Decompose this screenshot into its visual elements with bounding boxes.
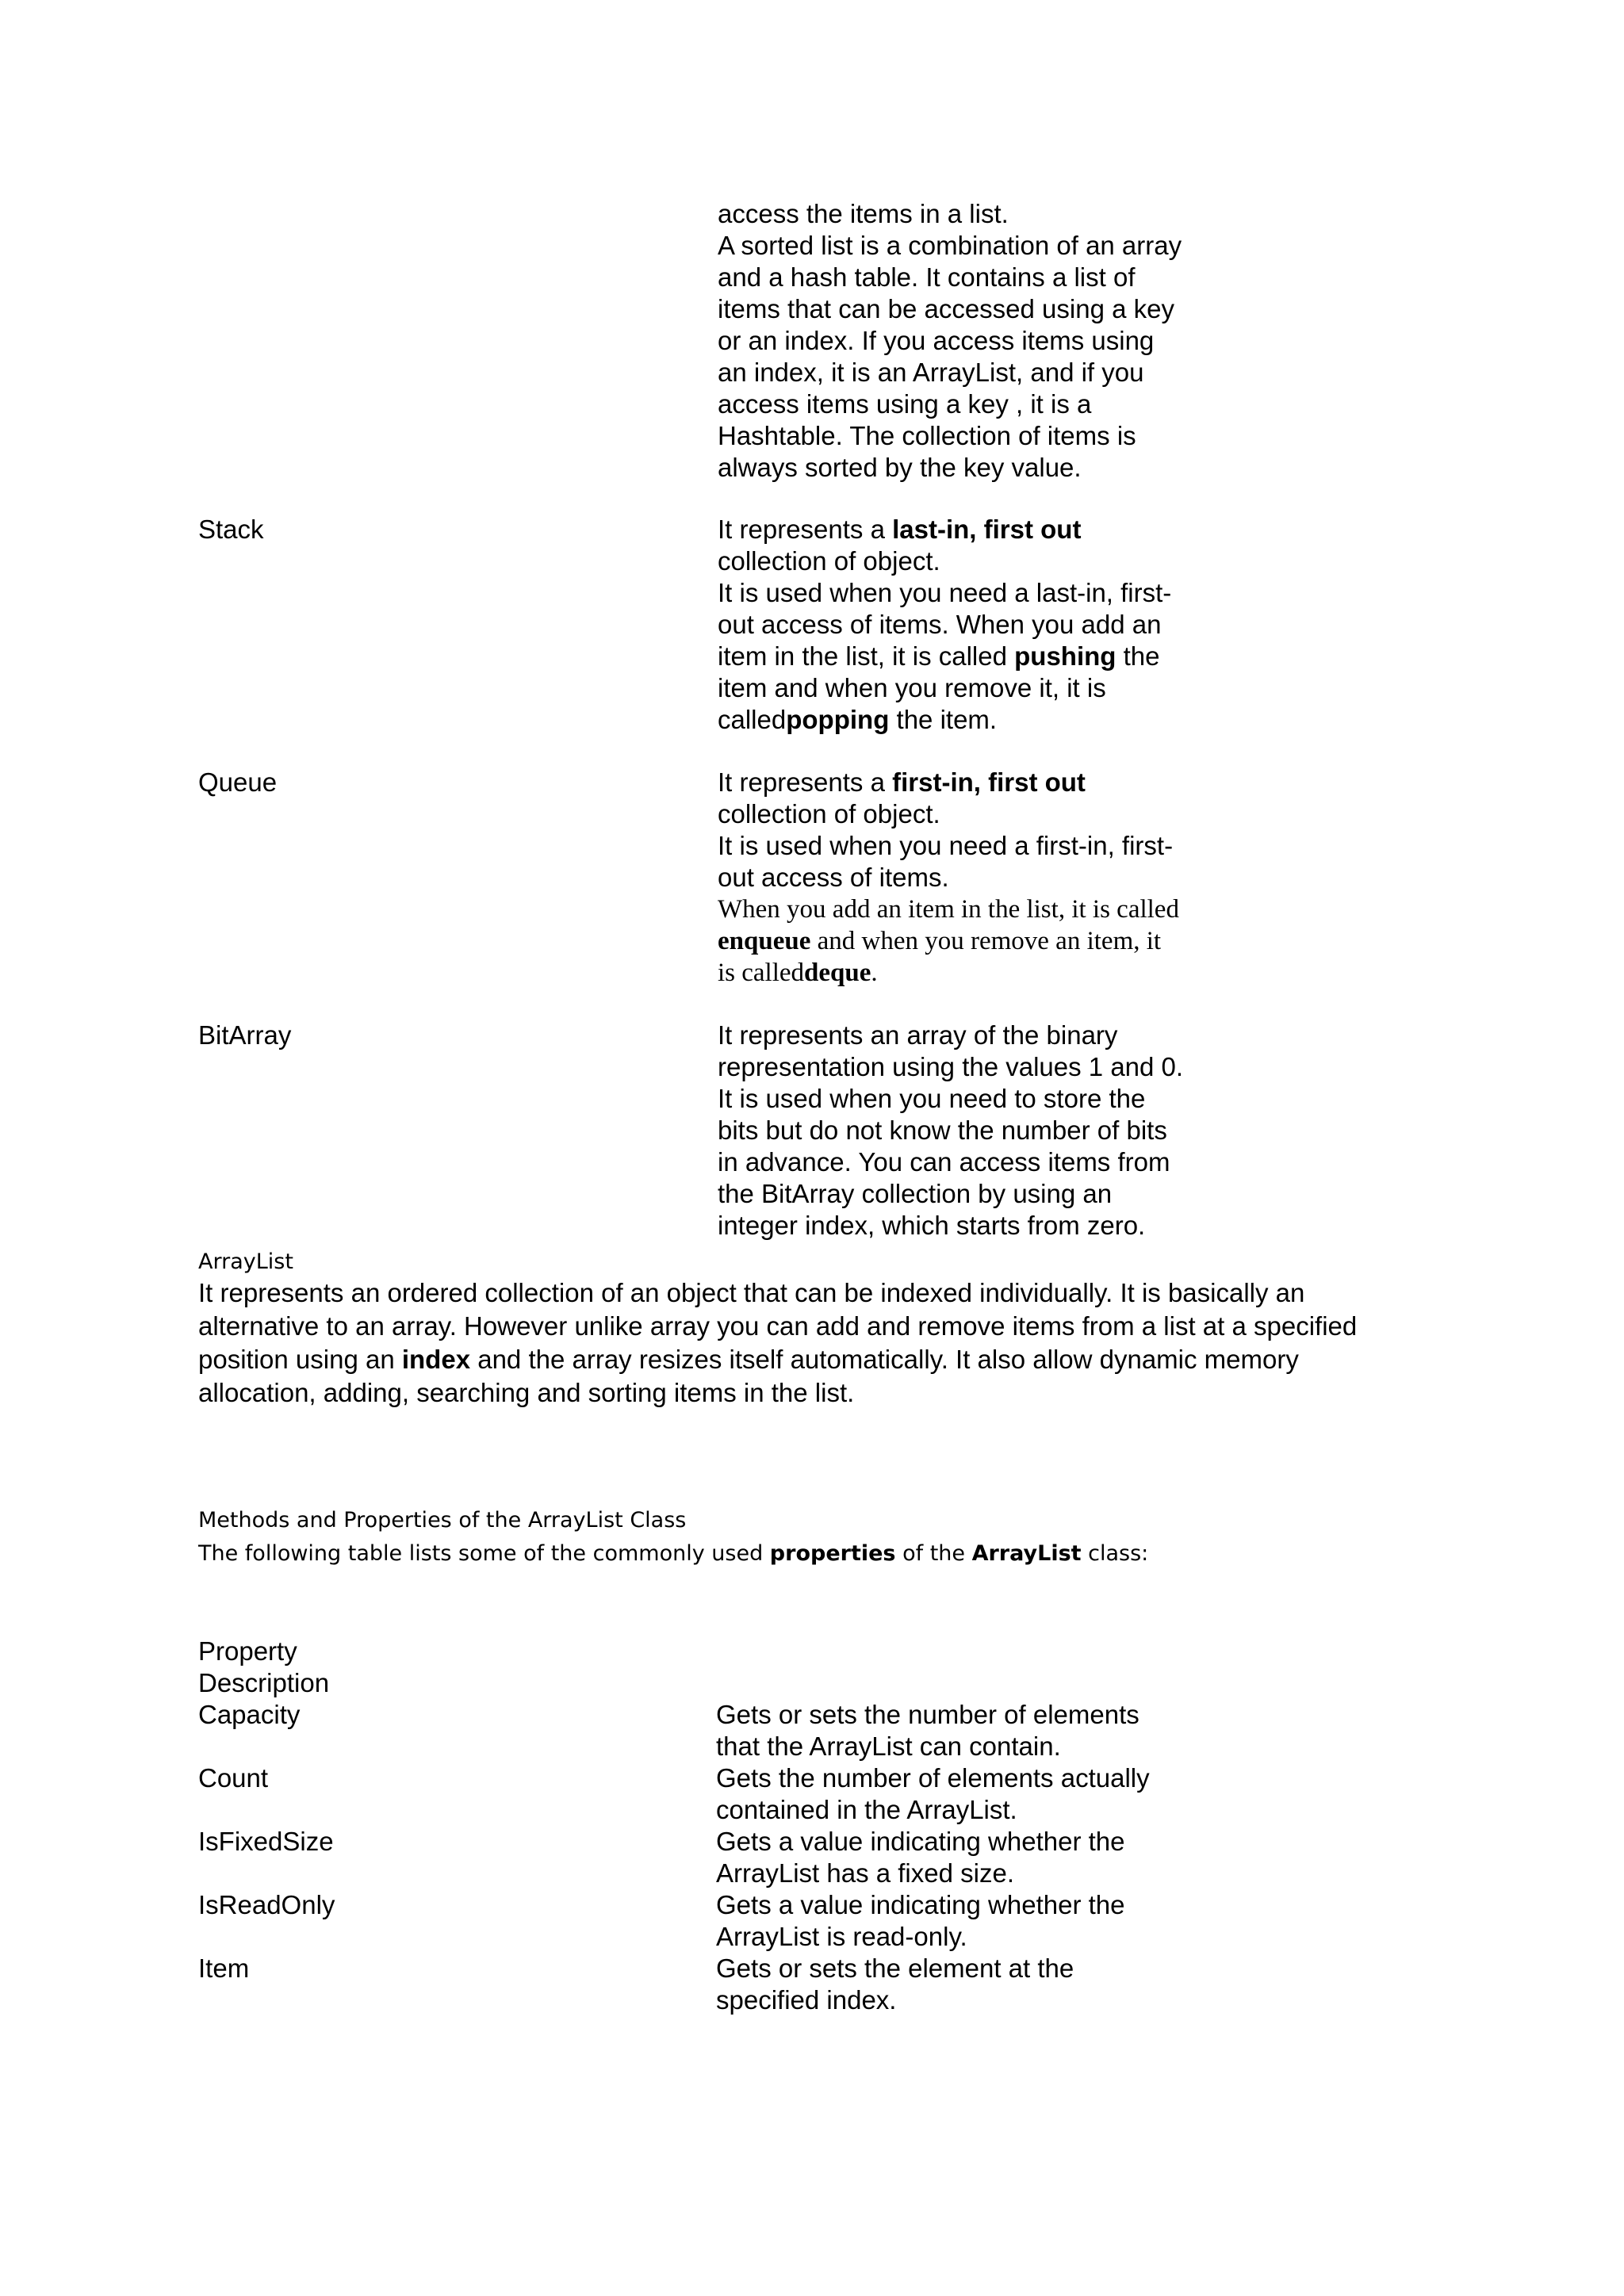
stack-line: It is used when you need a last-in, first- xyxy=(718,578,1172,607)
property-name: IsReadOnly xyxy=(198,1890,335,1919)
queue-text: is called xyxy=(718,959,805,987)
methods-intro xyxy=(198,1538,1148,1570)
stack-line: item and when you remove it, it is xyxy=(718,673,1106,702)
arraylist-text: position using an xyxy=(198,1345,402,1374)
queue-line: out access of items. xyxy=(718,863,949,892)
arraylist-line: allocation, adding, searching and sorting items in the list. xyxy=(198,1378,855,1407)
bitarray-line: in advance. You can access items from xyxy=(718,1147,1170,1177)
property-name: Capacity xyxy=(198,1700,301,1729)
enqueue-term: enqueue xyxy=(718,927,811,955)
queue-text: and when you remove an item, it xyxy=(810,927,1162,955)
queue-line: It is used when you need a first-in, first- xyxy=(718,831,1174,860)
queue-line xyxy=(718,925,1289,957)
property-desc-line: ArrayList is read-only. xyxy=(716,1922,967,1951)
sortedlist-line: or an index. If you access items using xyxy=(718,326,1155,355)
property-name: Count xyxy=(198,1763,269,1793)
intro-text: of the xyxy=(895,1541,972,1566)
sortedlist-line: and a hash table. It contains a list of xyxy=(718,262,1136,292)
bitarray-line: It represents an array of the binary xyxy=(718,1020,1118,1050)
sortedlist-description xyxy=(718,198,1289,484)
stack-text: item in the list, it is called xyxy=(718,641,1015,671)
sortedlist-line: Hashtable. The collection of items is xyxy=(718,421,1136,450)
bitarray-line: integer index, which starts from zero. xyxy=(718,1211,1146,1240)
stack-line xyxy=(718,514,1289,545)
intro-text: class: xyxy=(1081,1541,1149,1566)
property-description xyxy=(716,1889,1124,1953)
stack-label: Stack xyxy=(198,515,264,544)
stack-line: collection of object. xyxy=(718,546,940,576)
stack-text: It represents a xyxy=(718,515,893,544)
pushing-term: pushing xyxy=(1014,641,1116,671)
bitarray-line: It is used when you need to store the xyxy=(718,1084,1146,1113)
stack-line xyxy=(718,704,1289,736)
property-desc-line: specified index. xyxy=(716,1985,897,2015)
stack-line xyxy=(718,641,1289,672)
property-desc-line: Gets a value indicating whether the xyxy=(716,1890,1125,1919)
property-description xyxy=(716,1762,1150,1826)
table-header-property: Property xyxy=(198,1636,297,1666)
queue-line: collection of object. xyxy=(718,799,940,828)
arraylist-text: and the array resizes itself automatically. It also allow dynamic memory xyxy=(470,1345,1299,1374)
sortedlist-line: A sorted list is a combination of an array xyxy=(718,231,1182,260)
queue-line xyxy=(718,957,1289,989)
arraylist-line xyxy=(198,1343,1515,1376)
stack-text: the xyxy=(1116,641,1160,671)
property-desc-line: that the ArrayList can contain. xyxy=(716,1732,1061,1761)
intro-text: The following table lists some of the commonly used xyxy=(198,1541,770,1566)
bitarray-line: the BitArray collection by using an xyxy=(718,1179,1113,1208)
arraylist-term: ArrayList xyxy=(971,1541,1082,1566)
property-description xyxy=(716,1826,1124,1889)
stack-line: out access of items. When you add an xyxy=(718,610,1162,639)
bitarray-description xyxy=(718,1020,1289,1242)
popping-term: popping xyxy=(786,705,890,734)
property-desc-line: Gets or sets the number of elements xyxy=(716,1700,1139,1729)
bitarray-line: bits but do not know the number of bits xyxy=(718,1115,1167,1145)
stack-bold-term: last-in, first out xyxy=(892,515,1082,544)
arraylist-line: It represents an ordered collection of an object that can be indexed individually. It is basically an xyxy=(198,1278,1305,1307)
queue-label: Queue xyxy=(198,767,278,797)
sortedlist-line: an index, it is an ArrayList, and if you xyxy=(718,358,1144,387)
stack-text: called xyxy=(718,705,787,734)
queue-text: It represents a xyxy=(718,767,893,797)
arraylist-paragraph xyxy=(198,1276,1515,1410)
index-term: index xyxy=(401,1345,471,1374)
property-description xyxy=(716,1699,1139,1762)
property-desc-line: contained in the ArrayList. xyxy=(716,1795,1017,1824)
sortedlist-line: items that can be accessed using a key xyxy=(718,294,1174,323)
methods-heading: Methods and Properties of the ArrayList Class xyxy=(198,1508,687,1533)
stack-text: the item. xyxy=(889,705,998,734)
queue-line: When you add an item in the list, it is called xyxy=(718,895,1179,924)
sortedlist-line: access items using a key , it is a xyxy=(718,389,1092,419)
bitarray-label: BitArray xyxy=(198,1020,292,1050)
property-desc-line: Gets a value indicating whether the xyxy=(716,1827,1125,1856)
bitarray-line: representation using the values 1 and 0. xyxy=(718,1052,1184,1081)
arraylist-line: alternative to an array. However unlike array you can add and remove items from a list at a specified xyxy=(198,1311,1358,1341)
property-desc-line: Gets the number of elements actually xyxy=(716,1763,1150,1793)
arraylist-heading: ArrayList xyxy=(198,1249,293,1274)
queue-bold-term: first-in, first out xyxy=(892,767,1086,797)
property-name: Item xyxy=(198,1954,250,1983)
queue-text: . xyxy=(871,959,878,987)
property-desc-line: ArrayList has a fixed size. xyxy=(716,1858,1014,1888)
sortedlist-line: access the items in a list. xyxy=(718,199,1009,228)
property-name: IsFixedSize xyxy=(198,1827,334,1856)
queue-line xyxy=(718,767,1289,798)
property-description xyxy=(716,1953,1074,2016)
deque-term: deque xyxy=(804,959,871,987)
properties-term: properties xyxy=(769,1541,896,1566)
table-header-description: Description xyxy=(198,1668,330,1697)
property-desc-line: Gets or sets the element at the xyxy=(716,1954,1074,1983)
sortedlist-line: always sorted by the key value. xyxy=(718,453,1082,482)
stack-description xyxy=(718,514,1289,736)
queue-description xyxy=(718,767,1289,989)
